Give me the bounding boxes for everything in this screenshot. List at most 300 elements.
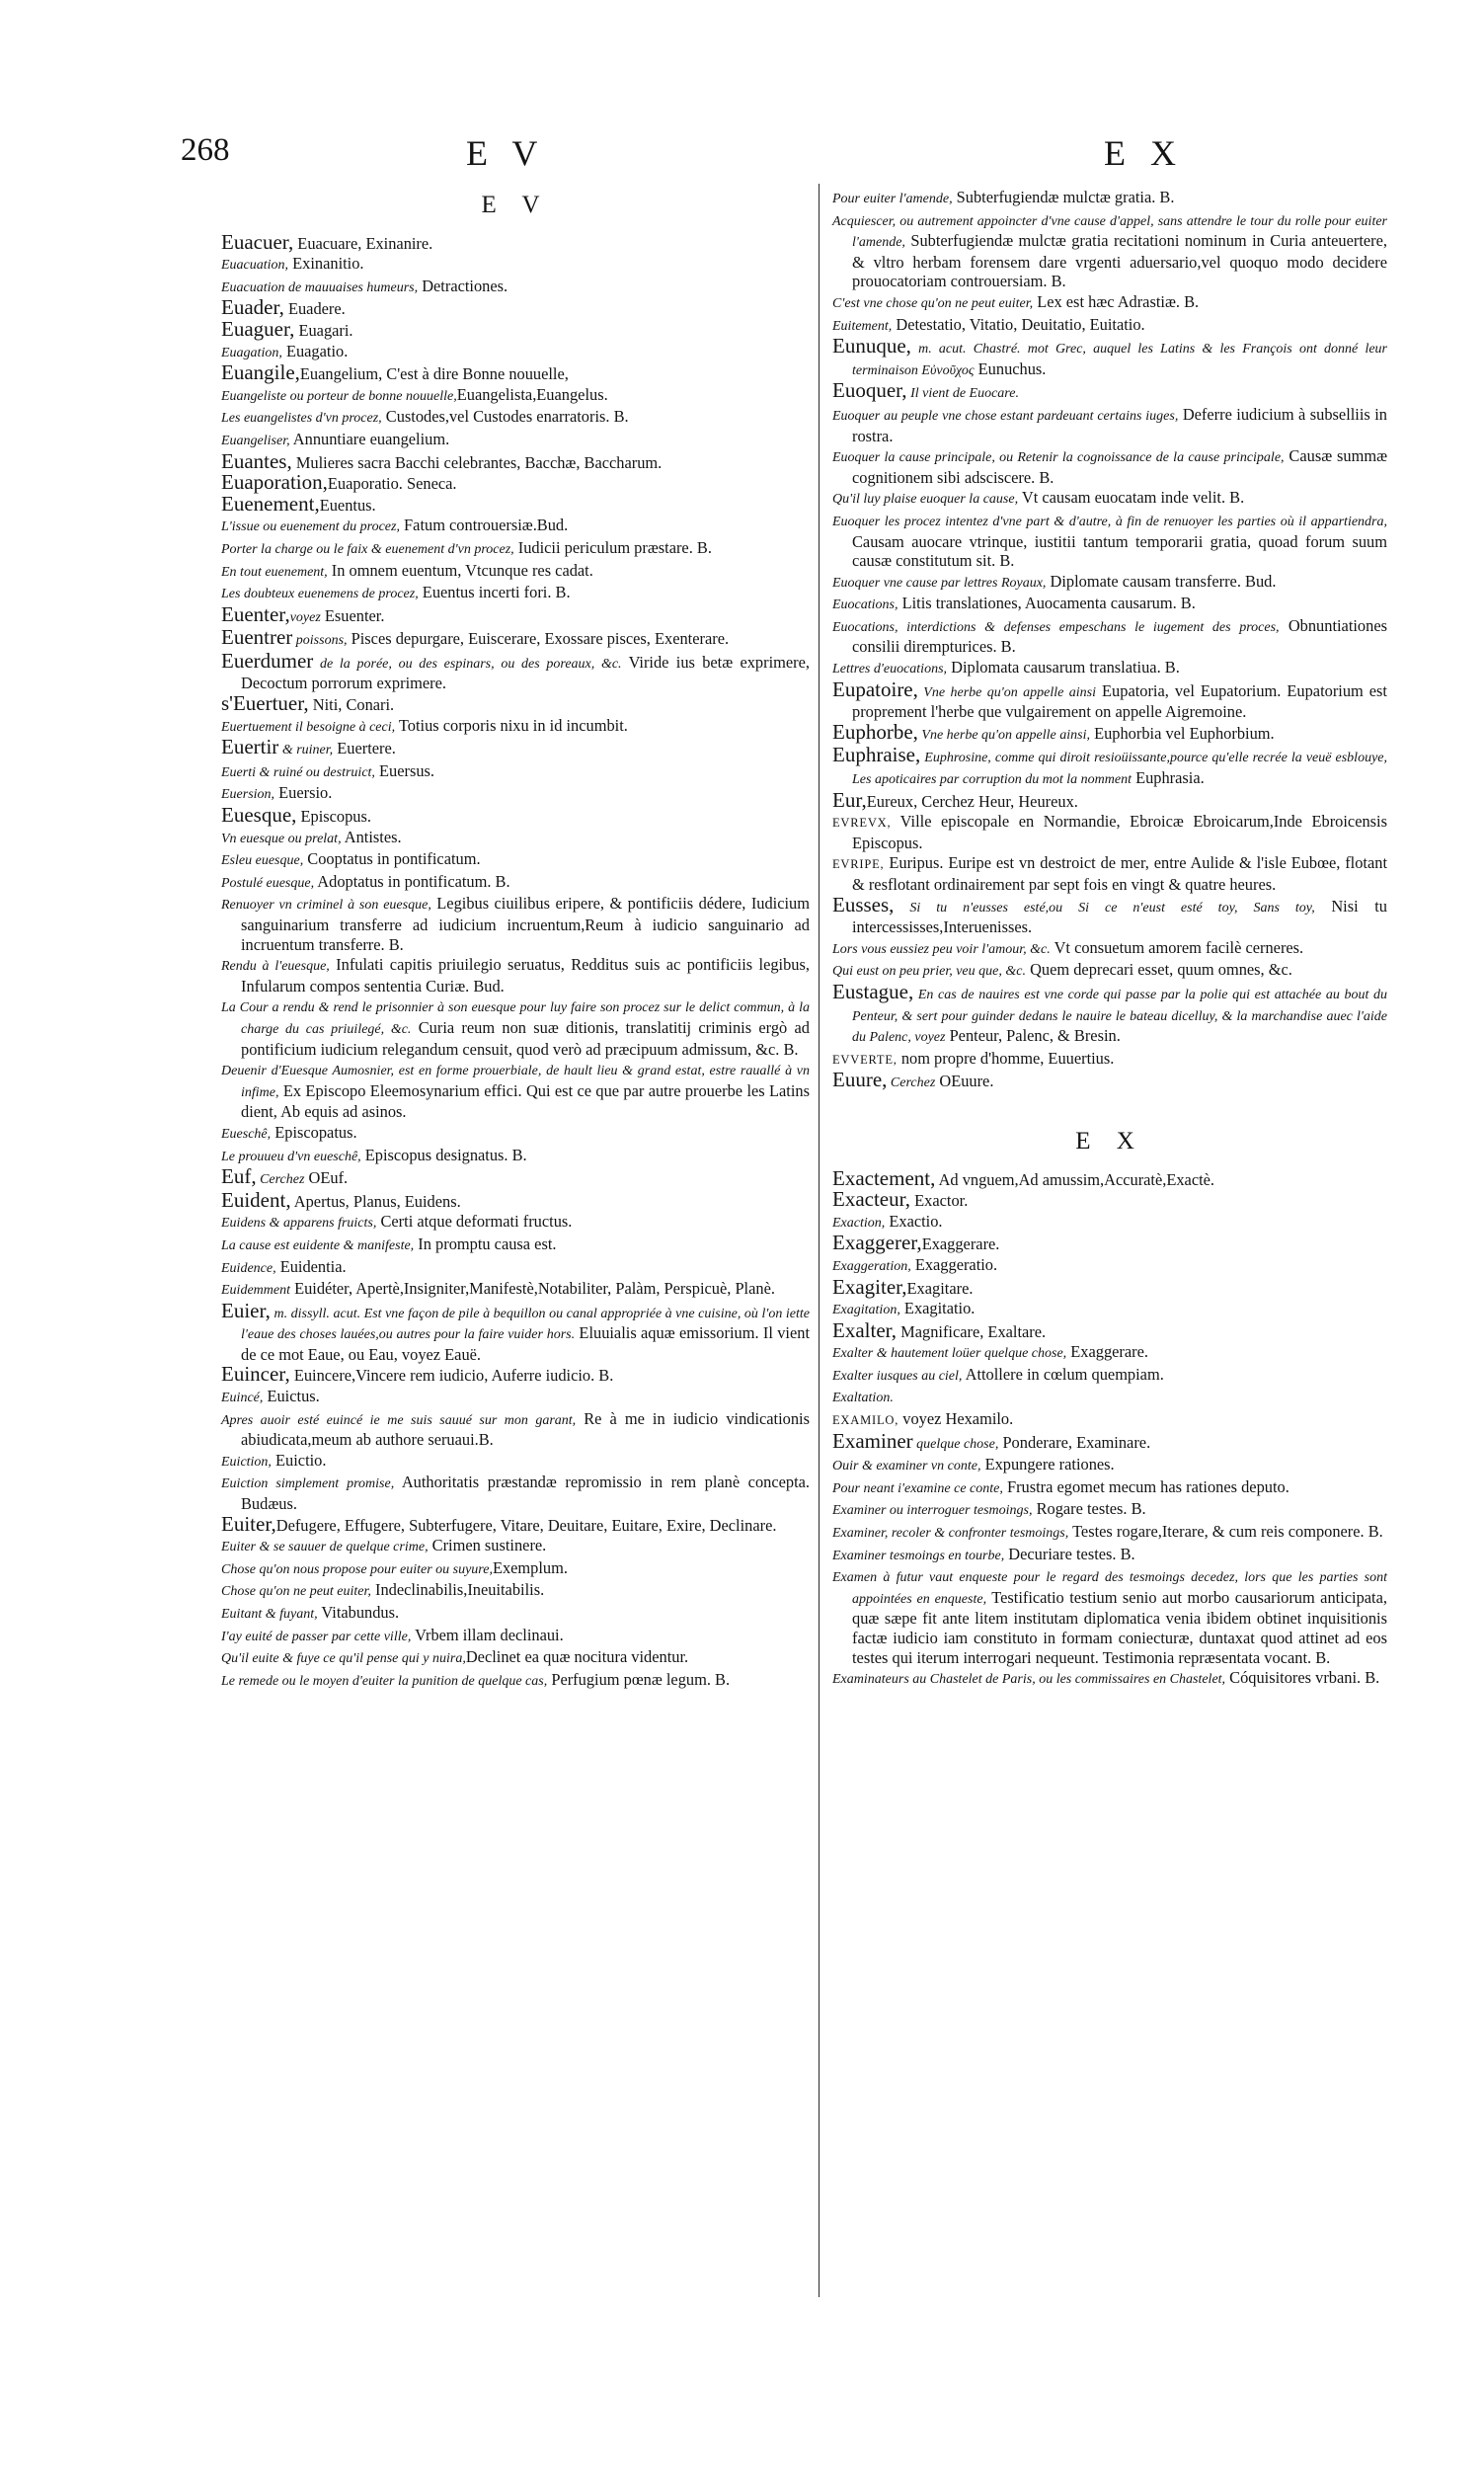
entry-french-text: Apres auoir esté euincé ie me suis sauué sur mon garant,	[221, 1412, 577, 1428]
entry-headword: Euincer,	[221, 1362, 290, 1387]
entry-french-text: Examiner tesmoings en tourbe,	[832, 1548, 1005, 1563]
entry-french-text: Postulé euesque,	[221, 875, 315, 891]
dictionary-entry	[832, 1522, 1387, 1544]
entry-french-text: Exalter & hautement loüer quelque chose,	[832, 1346, 1067, 1362]
entry-french-text: Chose qu'on ne peut euiter,	[221, 1584, 371, 1600]
dictionary-entry	[832, 1212, 1387, 1234]
entry-french-text: de la porée, ou des espinars, ou des poreaux, &c.	[313, 656, 622, 672]
dictionary-entry	[221, 277, 810, 298]
entry-french-text: Vne herbe qu'on appelle ainsi	[917, 684, 1097, 700]
entry-latin-text: Curia reum non suæ ditionis, translatitij criminis ergò ad pontificium iudicium relegandum censuit, quod verò ad præcipuum admissum, &c. B.	[241, 1017, 810, 1059]
entry-headword: Exactement,	[832, 1165, 936, 1190]
dictionary-entry	[832, 594, 1387, 615]
dictionary-entry	[832, 979, 1387, 1048]
entry-proper-name: EXAMILO,	[832, 1413, 899, 1428]
entry-french-text: I'ay euité de passer par cette ville,	[221, 1629, 412, 1644]
entry-headword: Eur,	[832, 787, 867, 812]
entry-french-text: Euersion,	[221, 787, 275, 803]
entry-french-text: Acquiescer, ou autrement appoincter d'vne cause d'appel, sans attendre le tour du rolle pour euiter l'amende,	[832, 213, 1387, 251]
entry-french-text: En cas de nauires est vne corde qui passe par la polie qui est attachée au bout du Penteur, & sert pour guinder dedans le nauire le bateau dicelluy, & la marchandise auec l'aide du Palenc, voyez	[852, 987, 1387, 1046]
entry-latin-text: Euincere,Vincere rem iudicio, Auferre iudicio. B.	[289, 1366, 614, 1386]
entry-headword: Examiner	[832, 1428, 913, 1453]
dictionary-entry	[221, 716, 810, 738]
dictionary-entry	[221, 491, 810, 516]
entry-headword: Eusses,	[832, 892, 895, 916]
entry-french-text: Lettres d'euocations,	[832, 662, 948, 677]
entry-headword: Euader,	[221, 295, 284, 320]
entry-latin-text: Vt causam euocatam inde velit. B.	[1018, 488, 1245, 508]
entry-latin-text: Apertus, Planus, Euidens.	[290, 1191, 461, 1211]
entry-latin-text: Causam auocare vtrinque, iustitii tantum temporarii gratia, quoad forum suum causæ constitutum sit. B.	[852, 531, 1387, 571]
dictionary-entry	[832, 1365, 1387, 1387]
entry-french-text: Cerchez	[887, 1075, 936, 1091]
entry-french-text: Qui eust on peu prier, veu que, &c.	[832, 964, 1026, 980]
entry-latin-text: Euentus.	[319, 495, 376, 515]
entry-latin-text: Subterfugiendæ mulctæ gratia recitationi nominum in Curia anteuertere, & vltro herbam forensem dare vrgenti aduersario,vel quoquo modo decidere prouocatoriam controuersiam. B.	[852, 231, 1387, 291]
dictionary-entry	[221, 735, 810, 760]
dictionary-entry	[221, 385, 810, 407]
dictionary-entry	[832, 1255, 1387, 1277]
dictionary-entry	[832, 1428, 1387, 1455]
entry-latin-text: Ex Episcopo Eleemosynarium effici. Qui est ce que par autre prouerbe les Latins dient, Ab equis ad asinos.	[241, 1080, 810, 1122]
entry-latin-text: OEuure.	[935, 1072, 994, 1091]
entry-latin-text: Euersio.	[274, 783, 333, 803]
entry-latin-text: In promptu causa est.	[414, 1234, 557, 1253]
entry-latin-text: Cóquisitores vrbani. B.	[1225, 1668, 1380, 1688]
entry-french-text: Euoquer les procez intentez d'vne part & d'autre, à fin de renuoyer les parties où il appartiendra,	[832, 514, 1387, 529]
section-heading-ev: E V	[481, 192, 550, 218]
entry-headword: Euentrer	[221, 625, 293, 650]
dictionary-entry	[221, 1187, 810, 1212]
dictionary-entry	[221, 342, 810, 363]
entry-latin-text: Subterfugiendæ mulctæ gratia. B.	[952, 188, 1175, 206]
entry-french-text: Euacuation,	[221, 258, 289, 274]
entry-latin-text: Fatum controuersiæ.Bud.	[399, 516, 569, 535]
entry-headword: s'Euertuer,	[221, 691, 309, 716]
entry-latin-text: Testes rogare,Iterare, & cum reis componere. B.	[1068, 1522, 1383, 1542]
entry-latin-text: nom propre d'homme, Euuertius.	[897, 1048, 1115, 1068]
dictionary-entry	[832, 405, 1387, 445]
entry-latin-text: Mulieres sacra Bacchi celebrantes, Bacchæ, Baccharum.	[291, 452, 663, 472]
entry-french-text: Lors vous eussiez peu voir l'amour, &c.	[832, 941, 1051, 957]
dictionary-entry	[221, 1670, 810, 1692]
entry-latin-text: Eureux, Cerchez Heur, Heureux.	[866, 791, 1078, 811]
entry-headword: Euphorbe,	[832, 719, 918, 744]
entry-latin-text: Infulati capitis priuilegio seruatus, Redditus suis ac pontificiis legibus, Infularum compos sententia Curiæ. Bud.	[241, 955, 810, 996]
entry-latin-text: Lex est hæc Adrastiæ. B.	[1033, 291, 1200, 311]
dictionary-entry	[221, 1279, 810, 1301]
entry-headword: Eupatoire,	[832, 677, 918, 701]
running-head-right: E X	[1104, 133, 1184, 173]
dictionary-entry	[832, 188, 1387, 209]
entry-latin-text: Cooptatus in pontificatum.	[303, 849, 481, 869]
entry-latin-text: Testificatio testium senio aut morbo causariorum anticipata, quæ sæpe fit ante litem institutam diplomatica venia ibidem obtinet inquisitionis factæ iudicio iam constituto in formam coniecturæ, duntaxat quod attinet ad eos testes qui iterum interrogari nequeunt. Testimonia repræsentata vocant. B.	[852, 1587, 1387, 1667]
entry-latin-text: Ad vnguem,Ad amussim,Accuratè,Exactè.	[935, 1169, 1215, 1189]
dictionary-entry	[221, 1212, 810, 1234]
entry-french-text: Exaction,	[832, 1215, 886, 1231]
entry-french-text: poissons,	[292, 633, 348, 649]
entry-french-text: Exagitation,	[832, 1303, 900, 1318]
dictionary-entry	[221, 996, 810, 1059]
dictionary-entry	[221, 1558, 810, 1580]
dictionary-entry	[832, 1455, 1387, 1476]
dictionary-entry	[832, 511, 1387, 571]
entry-french-text: Euiction,	[221, 1454, 272, 1470]
dictionary-entry	[221, 407, 810, 429]
dictionary-entry	[221, 1580, 810, 1602]
entry-latin-text: Exactor.	[910, 1191, 969, 1211]
entry-latin-text: Expungere rationes.	[980, 1455, 1115, 1474]
running-head	[0, 132, 1484, 176]
dictionary-entry	[221, 625, 810, 651]
entry-latin-text: Euangelista,Euangelus.	[456, 384, 608, 404]
entry-headword: Euphraise,	[832, 743, 921, 767]
entry-headword: Euure,	[832, 1068, 888, 1092]
entry-latin-text: Euidentia.	[275, 1256, 347, 1276]
dictionary-entry	[221, 1298, 810, 1365]
dictionary-entry	[832, 892, 1387, 937]
right-entries-top	[832, 188, 1387, 1093]
entry-latin-text: Ville episcopale en Normandie, Ebroicæ Ebroicarum,Inde Ebroicensis Episcopus.	[852, 812, 1387, 852]
entry-latin-text: OEuf.	[304, 1168, 349, 1188]
entry-headword: Euiter,	[221, 1511, 276, 1536]
dictionary-entry	[221, 1409, 810, 1450]
entry-latin-text: Eluuialis aquæ emissorium. Il vient de ce mot Eaue, ou Eau, voyez Eauë.	[241, 1323, 810, 1364]
entry-french-text: Euocations,	[832, 597, 898, 613]
dictionary-entry	[221, 849, 810, 871]
dictionary-entry	[221, 1257, 810, 1279]
entry-french-text: Euidence,	[221, 1260, 276, 1276]
dictionary-entry	[832, 743, 1387, 789]
dictionary-entry	[221, 1511, 810, 1536]
entry-french-text: Exalter iusques au ciel,	[832, 1368, 963, 1384]
dictionary-entry	[832, 1049, 1387, 1071]
dictionary-entry	[221, 691, 810, 716]
entry-french-text: Exaggeration,	[832, 1258, 911, 1274]
entry-latin-text: Decuriare testes. B.	[1004, 1544, 1135, 1563]
entry-latin-text: Iudicii periculum præstare. B.	[513, 537, 712, 557]
entry-french-text: Porter la charge ou le faix & euenement d'vn procez,	[221, 541, 514, 557]
entry-french-text: Il vient de Euocare.	[906, 386, 1019, 402]
entry-latin-text: Certi atque deformati fructus.	[376, 1212, 573, 1232]
dictionary-entry	[221, 872, 810, 894]
entry-french-text: Examiner, recoler & confronter tesmoings,	[832, 1526, 1069, 1542]
entry-latin-text: Exaggeratio.	[910, 1254, 998, 1274]
entry-headword: Exalter,	[832, 1317, 898, 1342]
dictionary-entry	[221, 538, 810, 560]
entry-french-text: Exaltation.	[832, 1391, 894, 1406]
entry-latin-text: Exaggerare.	[1066, 1342, 1148, 1362]
entry-latin-text: Perfugium pœnæ legum. B.	[547, 1669, 731, 1689]
dictionary-entry	[221, 360, 810, 385]
entry-french-text: Euincé,	[221, 1391, 264, 1406]
section-heading-ex: E X	[1075, 1127, 1144, 1155]
dictionary-entry	[832, 1409, 1387, 1431]
dictionary-entry	[221, 955, 810, 996]
entry-latin-text: Exagitatio.	[899, 1299, 976, 1318]
entry-latin-text: Pisces depurgare, Euiscerare, Exossare pisces, Exenterare.	[347, 629, 730, 649]
dictionary-entry	[221, 648, 810, 693]
entry-headword: Euertir	[221, 735, 279, 759]
entry-french-text: C'est vne chose qu'on ne peut euiter,	[832, 295, 1034, 311]
entry-latin-text: Annuntiare euangelium.	[289, 429, 450, 448]
entry-french-text: Examiner ou interroguer tesmoings,	[832, 1503, 1033, 1519]
entry-french-text: Examinateurs au Chastelet de Paris, ou les commissaires en Chastelet,	[832, 1672, 1226, 1688]
dictionary-entry	[221, 803, 810, 828]
entry-latin-text: Crimen sustinere.	[428, 1536, 547, 1555]
dictionary-entry	[221, 1451, 810, 1473]
entry-latin-text: In omnem euentum, Vtcunque res cadat.	[327, 560, 593, 580]
entry-latin-text: Exagitare.	[906, 1278, 974, 1298]
entry-latin-text: Niti, Conari.	[308, 695, 395, 715]
left-entries	[221, 229, 811, 1692]
dictionary-entry	[832, 1499, 1387, 1521]
dictionary-entry	[221, 1123, 810, 1145]
dictionary-entry	[832, 1387, 1387, 1408]
entry-french-text: Le remede ou le moyen d'euiter la punition de quelque cas,	[221, 1673, 548, 1689]
dictionary-entry	[221, 1164, 810, 1190]
dictionary-entry	[221, 894, 810, 954]
entry-french-text: quelque chose,	[912, 1436, 999, 1452]
dictionary-entry	[221, 601, 810, 628]
entry-latin-text: Diplomata causarum translatiua. B.	[947, 658, 1180, 677]
entry-french-text: Examen à futur vaut enqueste pour le regard des tesmoings decedez, lors que les parties sont appointées en enqueste,	[832, 1570, 1387, 1607]
entry-french-text: m. acut. Chastré. mot Grec, auquel les Latins & les François ont donné leur terminaison Εὐνοῦχος	[852, 342, 1387, 378]
entry-french-text: Chose qu'on nous propose pour euiter ou suyure,	[221, 1561, 493, 1577]
entry-headword: Euident,	[221, 1187, 291, 1212]
entry-french-text: Euoquer la cause principale, ou Retenir la cognoissance de la cause principale,	[832, 450, 1285, 466]
entry-latin-text: Euphrasia.	[1131, 768, 1205, 788]
entry-french-text: Le prouueu d'vn eueschê,	[221, 1149, 361, 1164]
entry-latin-text: Nisi tu intercessisses,Interuenisses.	[852, 896, 1387, 937]
entry-latin-text: Rogare testes. B.	[1032, 1499, 1146, 1519]
dictionary-entry	[221, 783, 810, 805]
entry-proper-name: EVRIPE,	[832, 857, 885, 872]
dictionary-entry	[221, 1473, 810, 1513]
entry-french-text: Euangeliser,	[221, 433, 290, 448]
entry-latin-text: Ponderare, Examinare.	[998, 1432, 1151, 1452]
dictionary-entry	[832, 677, 1387, 722]
entry-latin-text: Episcopatus.	[271, 1122, 357, 1142]
dictionary-entry	[832, 315, 1387, 337]
entry-latin-text: Totius corporis nixu in id incumbit.	[395, 715, 628, 735]
entry-latin-text: Euacuare, Exinanire.	[293, 233, 433, 253]
dictionary-entry	[221, 583, 810, 604]
entry-latin-text: Euersus.	[374, 760, 435, 780]
entry-latin-text: Eunuchus.	[974, 358, 1047, 378]
entry-latin-text: Euangelium, C'est à dire Bonne nouuelle,	[299, 364, 569, 384]
entry-headword: Euoquer,	[832, 378, 907, 403]
right-column	[832, 188, 1387, 1691]
right-entries-bottom	[832, 1165, 1387, 1690]
dictionary-entry	[221, 448, 810, 473]
dictionary-entry	[832, 616, 1387, 657]
entry-latin-text: Euagari.	[294, 320, 353, 340]
entry-french-text: L'issue ou euenement du procez,	[221, 519, 400, 535]
entry-latin-text: Antistes.	[341, 827, 402, 846]
entry-latin-text: Penteur, Palenc, & Bresin.	[945, 1026, 1121, 1046]
dictionary-entry	[832, 292, 1387, 314]
entry-french-text: Eueschê,	[221, 1126, 272, 1142]
dictionary-entry	[832, 1274, 1387, 1299]
entry-latin-text: Vrbem illam declinaui.	[411, 1625, 564, 1644]
dictionary-entry	[221, 470, 810, 495]
dictionary-entry	[832, 719, 1387, 746]
dictionary-entry	[832, 787, 1387, 812]
dictionary-entry	[832, 210, 1387, 291]
entry-french-text: La Cour a rendu & rend le prisonnier à son euesque pour luy faire son procez sur le delict commun, à la charge du cas priuilegé, &c.	[221, 1000, 810, 1037]
entry-headword: Euangile,	[221, 360, 300, 385]
entry-headword: Euaporation,	[221, 470, 328, 495]
entry-latin-text: Episcopus designatus. B.	[360, 1145, 527, 1164]
entry-headword: Euf,	[221, 1164, 257, 1189]
dictionary-entry	[832, 1545, 1387, 1566]
dictionary-entry	[832, 334, 1387, 380]
dictionary-entry	[221, 1536, 810, 1557]
dictionary-entry	[832, 812, 1387, 852]
entry-latin-text: Declinet ea quæ nocitura videntur.	[465, 1647, 689, 1667]
dictionary-entry	[832, 1231, 1387, 1255]
entry-latin-text: Euphorbia vel Euphorbium.	[1089, 723, 1275, 743]
entry-latin-text: Detractiones.	[418, 276, 508, 295]
page-number: 268	[181, 132, 230, 168]
entry-latin-text: Exinanitio.	[288, 254, 364, 274]
dictionary-entry	[832, 1566, 1387, 1667]
entry-headword: Exagiter,	[832, 1274, 907, 1299]
entry-latin-text: Esuenter.	[320, 605, 385, 625]
entry-french-text: Qu'il luy plaise euoquer la cause,	[832, 492, 1019, 508]
dictionary-entry	[832, 1477, 1387, 1499]
entry-french-text: Deuenir d'Euesque Aumosnier, est en forme prouerbiale, de hault lieu & grand estat, estre rauallé à vn infime,	[221, 1064, 810, 1100]
entry-headword: Euenter,	[221, 601, 290, 626]
dictionary-entry	[832, 1317, 1387, 1342]
entry-latin-text: Vt consuetum amorem facilè cerneres.	[1050, 937, 1304, 957]
dictionary-entry	[221, 516, 810, 537]
entry-french-text: Les euangelistes d'vn procez,	[221, 411, 382, 427]
entry-french-text: Euocations, interdictions & defenses empeschans le iugement des proces,	[832, 619, 1280, 635]
entry-latin-text: Authoritatis præstandæ repromissio in rem planè concepta. Budæus.	[241, 1473, 811, 1514]
entry-latin-text: Quem deprecari esset, quum omnes, &c.	[1025, 960, 1292, 980]
entry-headword: Exacteur,	[832, 1187, 911, 1212]
dictionary-entry	[221, 1647, 810, 1669]
dictionary-entry	[832, 1299, 1387, 1320]
dictionary-entry	[221, 1603, 810, 1625]
entry-french-text: Euertuement il besoigne à ceci,	[221, 719, 396, 735]
dictionary-entry	[221, 761, 810, 783]
entry-headword: Euaguer,	[221, 316, 295, 341]
entry-french-text: Vn euesque ou prelat,	[221, 831, 342, 846]
entry-french-text: Euitant & fuyant,	[221, 1607, 318, 1622]
entry-french-text: Euangeliste ou porteur de bonne nouuelle,	[221, 388, 457, 404]
dictionary-entry	[832, 572, 1387, 594]
entry-french-text: Les doubteux euenemens de procez,	[221, 587, 419, 602]
entry-french-text: Esleu euesque,	[221, 853, 304, 869]
entry-latin-text: Litis translationes, Auocamenta causarum. B.	[898, 594, 1196, 613]
section-gap	[832, 1094, 1387, 1124]
entry-french-text: Euiction simplement promise,	[221, 1476, 395, 1492]
entry-headword: Euier,	[221, 1298, 271, 1322]
entry-latin-text: Eupatoria, vel Eupatorium. Eupatorium est proprement l'herbe que vulgairement on appelle Aigremoine.	[852, 680, 1387, 722]
entry-french-text: Pour euiter l'amende,	[832, 192, 953, 206]
entry-latin-text: Obnuntiationes consilii dirempturices. B.	[852, 615, 1387, 657]
dictionary-entry	[832, 1068, 1387, 1093]
entry-latin-text: Euictio.	[271, 1450, 327, 1470]
dictionary-entry	[221, 254, 810, 276]
entry-french-text: Euerti & ruiné ou destruict,	[221, 764, 375, 780]
entry-french-text: Rendu à l'euesque,	[221, 959, 330, 975]
entry-latin-text: Vitabundus.	[317, 1603, 400, 1622]
dictionary-entry	[221, 1362, 810, 1387]
entry-headword: Euerdumer	[221, 648, 314, 673]
entry-latin-text: Viride ius betæ exprimere, Decoctum porrorum exprimere.	[241, 652, 810, 693]
entry-headword: Euantes,	[221, 448, 292, 473]
entry-latin-text: Frustra egomet mecum has rationes deputo.	[1002, 1476, 1289, 1496]
dictionary-entry	[832, 1187, 1387, 1212]
dictionary-entry	[832, 488, 1387, 510]
dictionary-entry	[221, 1146, 810, 1167]
entry-latin-text: Adoptatus in pontificatum. B.	[314, 871, 510, 891]
entry-french-text: Vne herbe qu'on appelle ainsi,	[917, 727, 1090, 743]
entry-french-text: Euitement,	[832, 318, 893, 334]
entry-latin-text: Custodes,vel Custodes enarratoris. B.	[381, 407, 629, 427]
dictionary-entry	[221, 1626, 810, 1647]
entry-latin-text: Deferre iudicium à subselliis in rostra.	[852, 404, 1387, 445]
running-head-left: E V	[466, 133, 546, 173]
entry-headword: Exaggerer,	[832, 1231, 922, 1255]
entry-french-text: Euidens & apparens fruicts,	[221, 1216, 377, 1232]
entry-latin-text: Exactio.	[885, 1211, 943, 1231]
entry-latin-text: Re à me in iudicio vindicationis abiudicata,meum ab authore seruaui.B.	[241, 1408, 810, 1450]
entry-french-text: Pour neant i'examine ce conte,	[832, 1480, 1003, 1496]
entry-latin-text: Magnificare, Exaltare.	[897, 1321, 1047, 1341]
dictionary-entry	[221, 1234, 810, 1256]
entry-french-text: La cause est euidente & manifeste,	[221, 1237, 415, 1253]
entry-latin-text: Euagatio.	[281, 341, 349, 360]
entry-latin-text: Defugere, Effugere, Subterfugere, Vitare, Deuitare, Euitare, Exire, Declinare.	[275, 1515, 777, 1535]
dictionary-entry	[221, 316, 810, 341]
dictionary-entry	[832, 1342, 1387, 1364]
entry-french-text: m. dissyll. acut. Est vne façon de pile à bequillon ou canal appropriée à vne cuisine, où l'on iette l'eaue des choses lauées,ou autres pour la faire vuider hors.	[241, 1306, 810, 1343]
entry-latin-text: Euadere.	[283, 299, 346, 319]
column-divider	[819, 184, 820, 2297]
entry-french-text: Cerchez	[256, 1172, 305, 1188]
entry-latin-text: Euripus. Euripe est vn destroict de mer, entre Aulide & l'isle Eubœe, flotant & resflotant ordinairement par sept fois en vingt & quatre heures.	[852, 853, 1387, 894]
entry-latin-text: Euictus.	[263, 1387, 320, 1406]
entry-proper-name: EVVERTE,	[832, 1052, 898, 1067]
entry-latin-text: Legibus ciuilibus eripere, & pontificiis dédere, Iudicium sanguinarium transferre ad iudicium incruentum,Reum à iudicio sanguinario ad incruentum transferre. B.	[241, 894, 810, 954]
entry-headword: Eustague,	[832, 979, 914, 1003]
entry-latin-text: Exemplum.	[492, 1557, 568, 1577]
dictionary-entry	[832, 446, 1387, 487]
dictionary-entry	[832, 658, 1387, 679]
entry-latin-text: Episcopus.	[296, 807, 371, 827]
entry-proper-name: EVREVX,	[832, 816, 892, 831]
dictionary-entry	[832, 938, 1387, 960]
dictionary-entry	[832, 960, 1387, 982]
entry-latin-text: Attollere in cœlum quempiam.	[962, 1364, 1164, 1384]
entry-latin-text: Causæ summæ cognitionem sibi adsciscere. B.	[852, 446, 1387, 487]
dictionary-entry	[832, 853, 1387, 894]
dictionary-entry	[221, 229, 810, 254]
entry-french-text: Si tu n'eusses esté,ou Si ce n'eust esté toy, Sans toy,	[894, 900, 1315, 916]
dictionary-entry	[832, 1165, 1387, 1190]
entry-french-text: Ouir & examiner vn conte,	[832, 1459, 981, 1474]
entry-french-text: Euagation,	[221, 345, 282, 360]
entry-french-text: Qu'il euite & fuye ce qu'il pense qui y nuira,	[221, 1651, 466, 1667]
entry-latin-text: Diplomate causam transferre. Bud.	[1046, 571, 1277, 591]
entry-latin-text: Indeclinabilis,Ineuitabilis.	[370, 1580, 545, 1600]
entry-latin-text: voyez Hexamilo.	[898, 1409, 1014, 1429]
